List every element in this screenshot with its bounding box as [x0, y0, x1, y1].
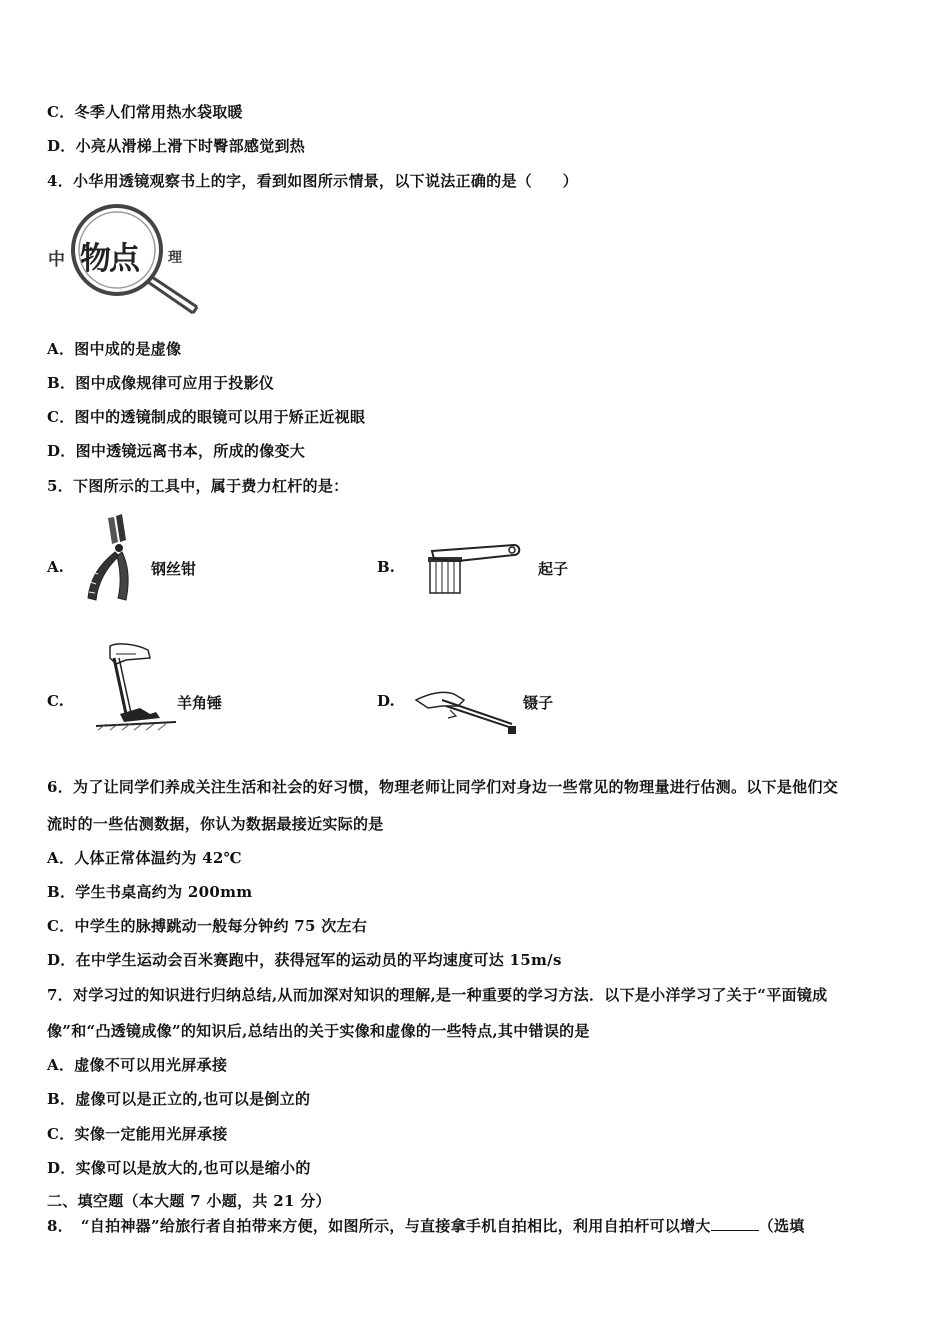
q8-stem: [47, 1215, 805, 1236]
q3-option-d: D．小亮从滑梯上滑下时臀部感觉到热: [47, 137, 306, 155]
q6-option-b: B．学生书桌高约为 200mm: [47, 883, 253, 901]
q5-option-b-letter: B.: [377, 558, 395, 576]
q8-stem-before: 8． “自拍神器”给旅行者自拍带来方便，如图所示，与直接拿手机自拍相比，利用自拍杆可以增大: [47, 1217, 711, 1235]
q7-option-d: D．实像可以是放大的,也可以是缩小的: [47, 1159, 311, 1177]
q6-stem-line1: 6．为了让同学们养成关注生活和社会的好习惯，物理老师让同学们对身边一些常见的物理量进行估测。以下是他们交: [47, 778, 839, 796]
q6-option-d: D．在中学生运动会百米赛跑中，获得冠军的运动员的平均速度可达 15m/s: [47, 951, 562, 969]
q5-option-a-name: 钢丝钳: [151, 560, 197, 578]
q7-stem-line2: 像”和“凸透镜成像”的知识后,总结出的关于实像和虚像的一些特点,其中错误的是: [47, 1022, 590, 1040]
claw-hammer-icon: [96, 640, 176, 732]
q7-option-c: C．实像一定能用光屏承接: [47, 1125, 228, 1143]
pliers-icon: [82, 512, 142, 604]
q6-option-a: A．人体正常体温约为 42℃: [47, 849, 242, 867]
q8-stem-after: （选填: [758, 1217, 805, 1235]
magnifier-icon: [48, 203, 198, 318]
q3-option-c: C．冬季人们常用热水袋取暖: [47, 103, 243, 121]
q4-stem: 4．小华用透镜观察书上的字，看到如图所示情景，以下说法正确的是（ ）: [47, 172, 578, 190]
q5-stem: 5．下图所示的工具中，属于费力杠杆的是：: [47, 477, 349, 495]
q8-answer-blank[interactable]: [711, 1218, 759, 1231]
q4-option-d: D．图中透镜远离书本，所成的像变大: [47, 442, 306, 460]
tweezers-icon: [412, 686, 522, 738]
q5-option-b-name: 起子: [538, 560, 569, 578]
q4-magnifier-figure: [48, 203, 198, 318]
q4-figure-left-char: 中: [48, 250, 65, 270]
q5-option-a-letter: A.: [47, 558, 64, 576]
q5-option-d-letter: D.: [377, 692, 395, 710]
q5-option-c-letter: C.: [47, 692, 64, 710]
bottle-opener-icon: [424, 545, 524, 595]
q7-stem-line1: 7．对学习过的知识进行归纳总结,从而加深对知识的理解,是一种重要的学习方法．以下是小洋学习了关于“平面镜成: [47, 986, 828, 1004]
q5-option-c-name: 羊角锤: [177, 694, 223, 712]
section-heading-fill-in: 二、填空题（本大题 7 小题，共 21 分）: [47, 1192, 331, 1210]
q4-option-a: A．图中成的是虚像: [47, 340, 182, 358]
q6-option-c: C．中学生的脉搏跳动一般每分钟约 75 次左右: [47, 917, 368, 935]
q4-figure-magnified-chars: 物点: [80, 241, 138, 277]
q7-option-a: A．虚像不可以用光屏承接: [47, 1056, 228, 1074]
q4-option-b: B．图中成像规律可应用于投影仪: [47, 374, 275, 392]
q4-option-c: C．图中的透镜制成的眼镜可以用于矫正近视眼: [47, 408, 366, 426]
q6-stem-line2: 流时的一些估测数据，你认为数据最接近实际的是: [47, 815, 384, 833]
q7-option-b: B．虚像可以是正立的,也可以是倒立的: [47, 1090, 311, 1108]
q4-figure-right-char: 理: [168, 250, 182, 266]
q5-option-d-name: 镊子: [523, 694, 554, 712]
